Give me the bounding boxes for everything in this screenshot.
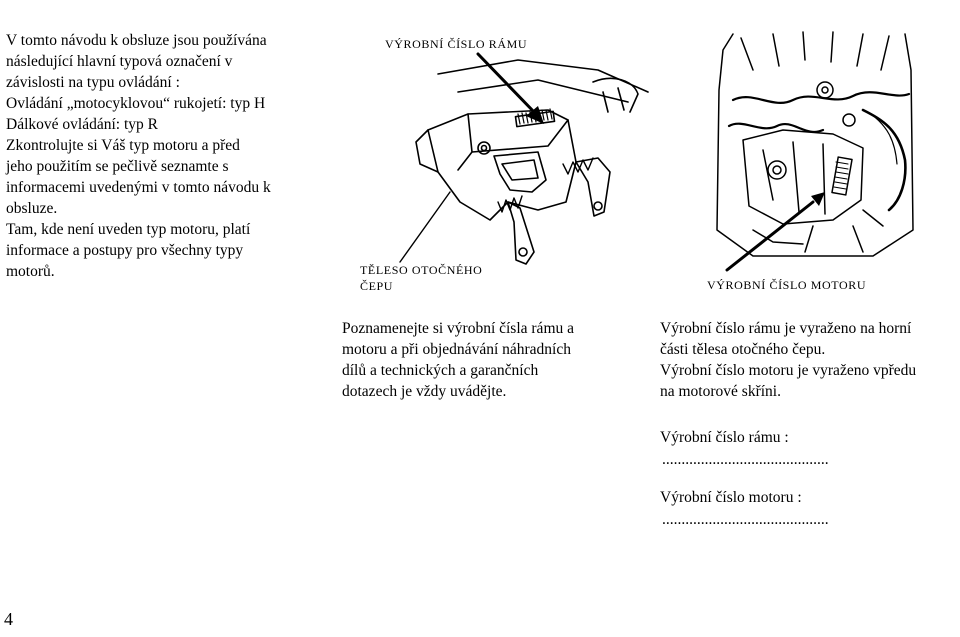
intro-line: V tomto návodu k obsluze jsou používána [6,32,267,49]
location-line: Výrobní číslo rámu je vyraženo na horní [660,320,912,337]
engine-number-blank: ........................................... [662,511,829,528]
intro-line: motorů. [6,263,55,280]
note-line: Poznamenejte si výrobní čísla rámu a [342,320,575,337]
location-line: na motorové skříni. [660,383,781,400]
frame-number-label: Výrobní číslo rámu : [660,429,789,446]
pivot-body-caption-line: ČEPU [360,279,394,293]
intro-line: Ovládání „motocyklovou“ rukojetí: typ H [6,95,266,112]
engine-number-label: Výrobní číslo motoru : [660,489,802,506]
pivot-bracket-drawing [398,52,658,267]
frame-number-caption: VÝROBNÍ ČÍSLO RÁMU [385,37,528,51]
location-text [660,318,950,402]
pivot-body-caption-line: TĚLESO OTOČNÉHO [360,263,483,277]
intro-line: jeho použitím se pečlivě seznamte s [6,158,229,175]
intro-line: Zkontrolujte si Váš typ motoru a před [6,137,240,154]
intro-line: obsluze. [6,200,58,217]
intro-line: informacemi uvedenými v tomto návodu k [6,179,271,196]
page-number: 4 [4,609,13,629]
intro-line: následující hlavní typová označení v [6,53,233,70]
frame-number-blank: ........................................... [662,451,829,468]
note-text [342,318,632,402]
note-line: dotazech je vždy uvádějte. [342,383,507,400]
intro-text [6,30,316,282]
location-line: Výrobní číslo motoru je vyraženo vpředu [660,362,917,379]
engine-number-caption: VÝROBNÍ ČÍSLO MOTORU [707,278,867,292]
engine-block-drawing [713,30,915,273]
intro-line: Tam, kde není uveden typ motoru, platí [6,221,251,238]
location-line: části tělesa otočného čepu. [660,341,826,358]
note-line: motoru a při objednávání náhradních [342,341,571,358]
note-line: dílů a technických a garančních [342,362,539,379]
intro-line: informace a postupy pro všechny typy [6,242,244,259]
intro-line: závislosti na typu ovládání : [6,74,180,91]
pivot-body-caption [360,262,530,294]
intro-line: Dálkové ovládání: typ R [6,116,158,133]
